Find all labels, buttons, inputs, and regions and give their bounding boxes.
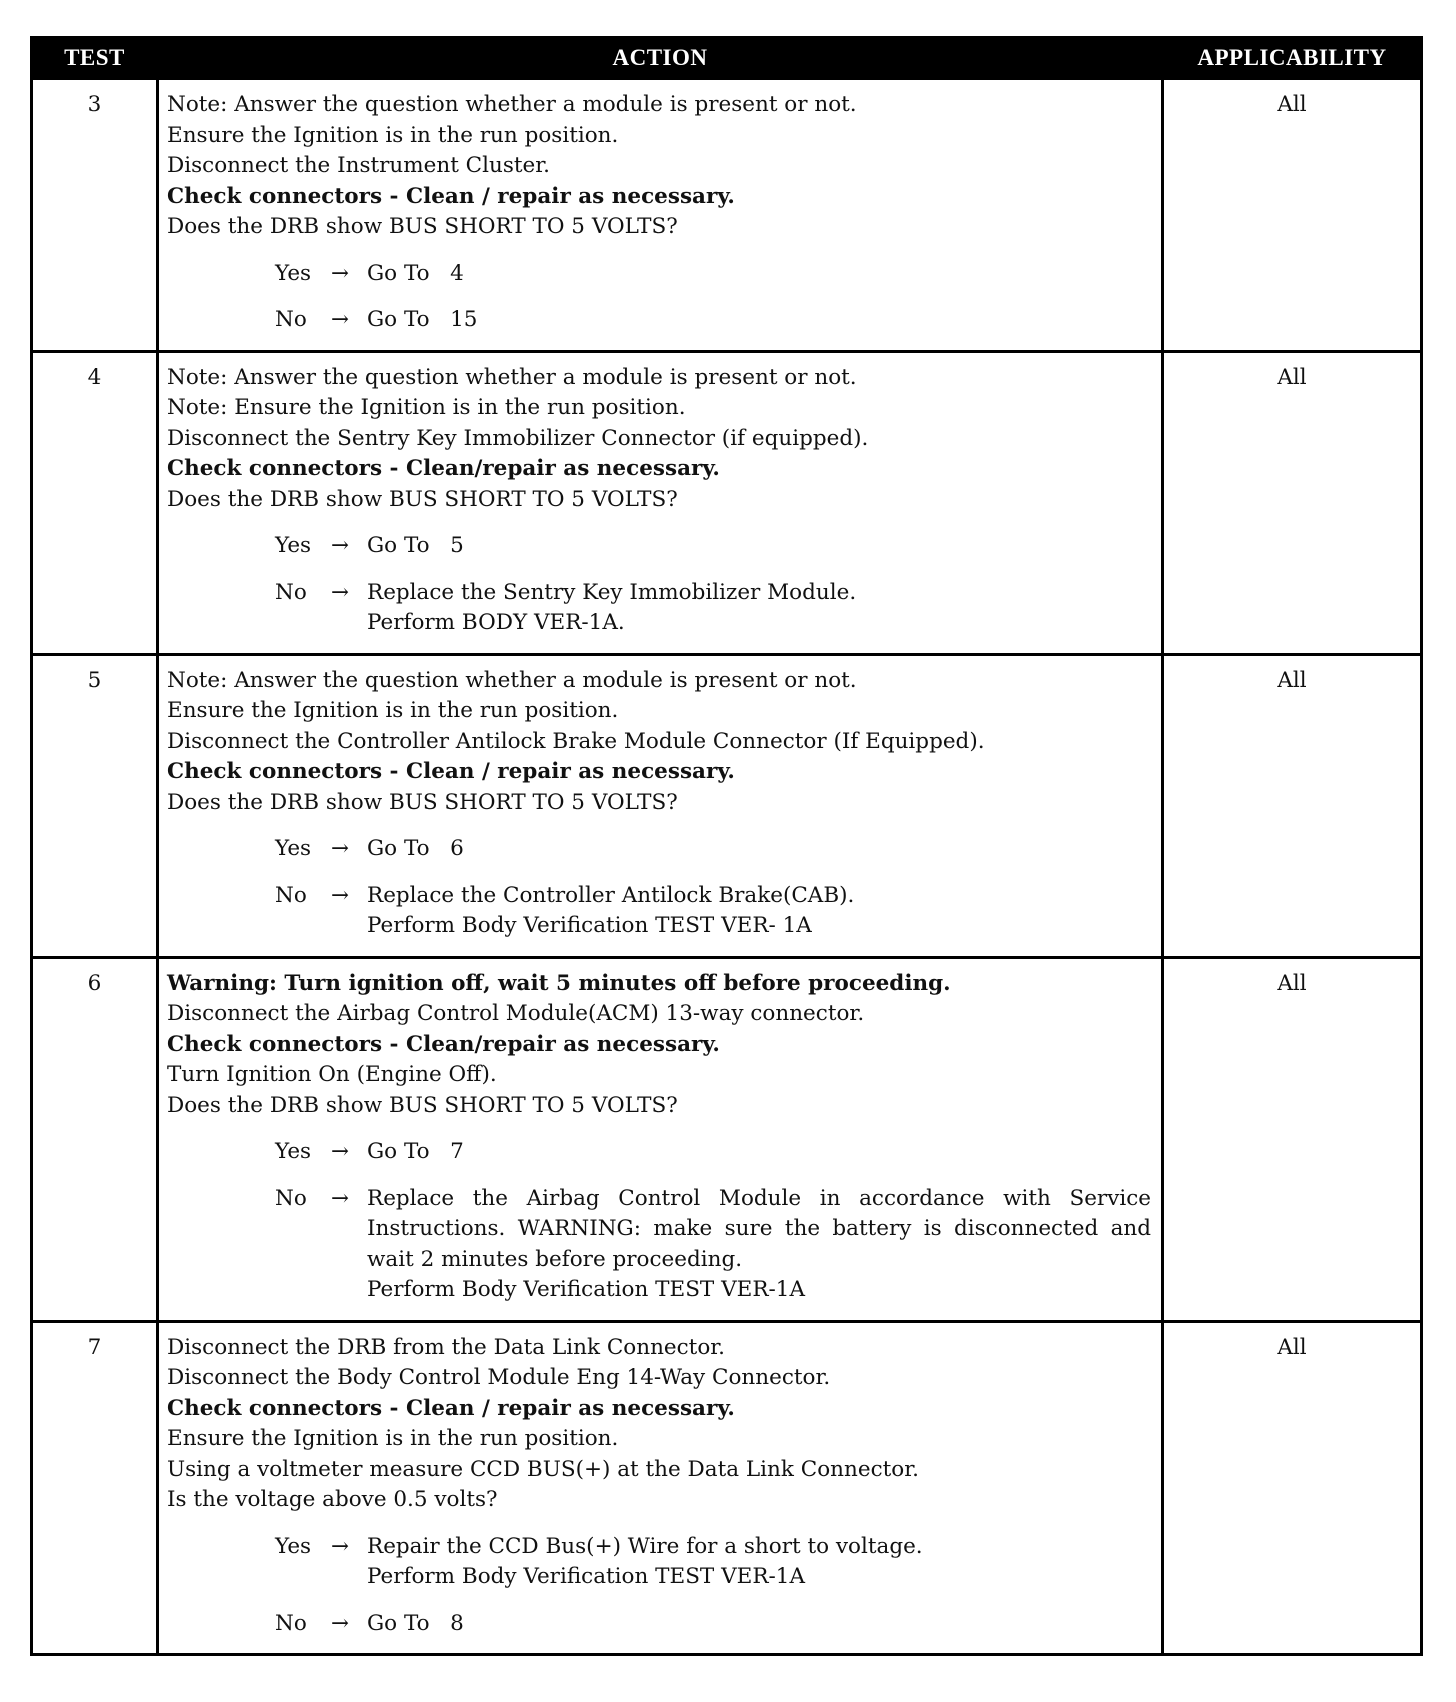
answer-result <box>367 1137 1151 1168</box>
action-line: Disconnect the Airbag Control Module(ACM) 13-way connector. <box>167 1001 865 1026</box>
result-line: Replace the Sentry Key Immobilizer Module. <box>367 579 857 605</box>
answer-result <box>367 305 1151 336</box>
answer-label: No <box>275 307 307 332</box>
applicability-cell: All <box>1163 1321 1422 1655</box>
answer-option <box>167 834 1151 865</box>
answer-result <box>367 834 1151 865</box>
action-line: Note: Answer the question whether a module is present or not. <box>167 92 857 117</box>
answer-label: Yes <box>275 260 312 286</box>
answer-option <box>167 1184 1151 1306</box>
result-line: Repair the CCD Bus(+) Wire for a short to voltage. <box>367 1533 923 1559</box>
answer-result <box>367 1184 1151 1306</box>
action-line: Ensure the Ignition is in the run position. <box>167 1426 619 1451</box>
test-number: 6 <box>32 957 158 1321</box>
answer-result <box>367 259 1151 290</box>
action-line: Disconnect the Instrument Cluster. <box>167 153 551 178</box>
test-number: 3 <box>32 79 158 352</box>
action-line: Does the DRB show BUS SHORT TO 5 VOLTS? <box>167 486 678 512</box>
answer-option <box>167 881 1151 942</box>
answer-option <box>167 259 1151 290</box>
header-test: TEST <box>32 38 158 79</box>
action-cell <box>158 351 1163 654</box>
answer-options <box>167 531 1151 639</box>
result-line: Perform BODY VER-1A. <box>367 610 625 635</box>
answer-result <box>367 531 1151 562</box>
result-line: Go To 15 <box>367 307 478 332</box>
test-number: 5 <box>32 654 158 957</box>
action-cell <box>158 957 1163 1321</box>
action-line: Disconnect the Controller Antilock Brake Module Connector (If Equipped). <box>167 728 985 754</box>
action-cell <box>158 79 1163 352</box>
answer-label: No <box>275 882 307 908</box>
result-line: Go To 4 <box>367 260 464 286</box>
answer-result <box>367 1609 1151 1640</box>
table-row <box>32 351 1422 654</box>
test-table <box>30 36 1423 1656</box>
answer-options <box>167 834 1151 942</box>
result-line: Perform Body Verification TEST VER- 1A <box>367 913 812 938</box>
table-row <box>32 79 1422 352</box>
applicability-cell: All <box>1163 957 1422 1321</box>
result-line: Go To 5 <box>367 533 464 558</box>
action-cell <box>158 654 1163 957</box>
action-line: Turn Ignition On (Engine Off). <box>167 1062 497 1087</box>
answer-result <box>367 1532 1151 1593</box>
result-line: Replace the Airbag Control Module in accordance with Service Instructions. WARNING: make sure the battery is disconnected and wait 2 minutes before proceeding. <box>367 1185 1151 1272</box>
action-line: Note: Answer the question whether a module is present or not. <box>167 667 857 693</box>
answer-option <box>167 578 1151 639</box>
answer-label: Yes <box>275 1139 312 1164</box>
result-line: Go To 8 <box>367 1610 464 1636</box>
right-arrow-icon: → <box>331 1610 350 1636</box>
answer-label: No <box>275 1185 307 1211</box>
test-number: 4 <box>32 351 158 654</box>
answer-option <box>167 305 1151 336</box>
right-arrow-icon: → <box>331 1185 350 1211</box>
table-row <box>32 654 1422 957</box>
right-arrow-icon: → <box>331 882 350 908</box>
action-line: Check connectors - Clean/repair as necessary. <box>167 456 720 481</box>
action-line: Does the DRB show BUS SHORT TO 5 VOLTS? <box>167 214 678 239</box>
right-arrow-icon: → <box>331 307 350 332</box>
action-line: Check connectors - Clean/repair as necessary. <box>167 1031 720 1057</box>
answer-option <box>167 1137 1151 1168</box>
action-line: Warning: Turn ignition off, wait 5 minutes off before proceeding. <box>167 970 951 996</box>
action-line: Is the voltage above 0.5 volts? <box>167 1487 498 1512</box>
action-cell <box>158 1321 1163 1655</box>
action-line: Note: Ensure the Ignition is in the run position. <box>167 395 686 420</box>
result-line: Go To 7 <box>367 1139 464 1164</box>
action-line: Does the DRB show BUS SHORT TO 5 VOLTS? <box>167 789 678 815</box>
answer-result <box>367 881 1151 942</box>
answer-label: Yes <box>275 1533 312 1559</box>
table-header <box>32 38 1422 79</box>
answer-result <box>367 578 1151 639</box>
answer-options <box>167 259 1151 336</box>
action-line: Ensure the Ignition is in the run position. <box>167 122 619 148</box>
table-row <box>32 1321 1422 1655</box>
answer-label: Yes <box>275 836 312 861</box>
right-arrow-icon: → <box>331 1533 350 1559</box>
action-line: Check connectors - Clean / repair as necessary. <box>167 1395 735 1421</box>
answer-label: Yes <box>275 533 312 558</box>
action-line: Using a voltmeter measure CCD BUS(+) at the Data Link Connector. <box>167 1456 919 1482</box>
result-line: Go To 6 <box>367 836 464 861</box>
action-line: Disconnect the Sentry Key Immobilizer Connector (if equipped). <box>167 425 869 451</box>
answer-options <box>167 1532 1151 1640</box>
action-line: Disconnect the DRB from the Data Link Connector. <box>167 1334 726 1360</box>
action-line: Disconnect the Body Control Module Eng 14-Way Connector. <box>167 1365 831 1390</box>
right-arrow-icon: → <box>331 260 350 286</box>
table-row <box>32 957 1422 1321</box>
applicability-cell: All <box>1163 351 1422 654</box>
table-body <box>32 79 1422 1655</box>
answer-option <box>167 1532 1151 1593</box>
action-line: Note: Answer the question whether a module is present or not. <box>167 364 857 390</box>
header-action: ACTION <box>158 38 1163 79</box>
answer-option <box>167 1609 1151 1640</box>
answer-option <box>167 531 1151 562</box>
action-line: Does the DRB show BUS SHORT TO 5 VOLTS? <box>167 1092 678 1118</box>
applicability-cell: All <box>1163 654 1422 957</box>
right-arrow-icon: → <box>331 1139 350 1164</box>
right-arrow-icon: → <box>331 836 350 861</box>
test-procedure-document <box>30 36 1420 1656</box>
action-line: Check connectors - Clean / repair as necessary. <box>167 759 735 784</box>
answer-options <box>167 1137 1151 1306</box>
test-number: 7 <box>32 1321 158 1655</box>
header-applicability: APPLICABILITY <box>1163 38 1422 79</box>
applicability-cell: All <box>1163 79 1422 352</box>
answer-label: No <box>275 579 307 605</box>
result-line: Replace the Controller Antilock Brake(CAB). <box>367 882 855 908</box>
action-line: Check connectors - Clean / repair as necessary. <box>167 183 735 209</box>
result-line: Perform Body Verification TEST VER-1A <box>367 1564 805 1589</box>
right-arrow-icon: → <box>331 579 350 605</box>
result-line: Perform Body Verification TEST VER-1A <box>367 1277 805 1302</box>
answer-label: No <box>275 1610 307 1636</box>
action-line: Ensure the Ignition is in the run position. <box>167 698 619 723</box>
right-arrow-icon: → <box>331 533 350 558</box>
